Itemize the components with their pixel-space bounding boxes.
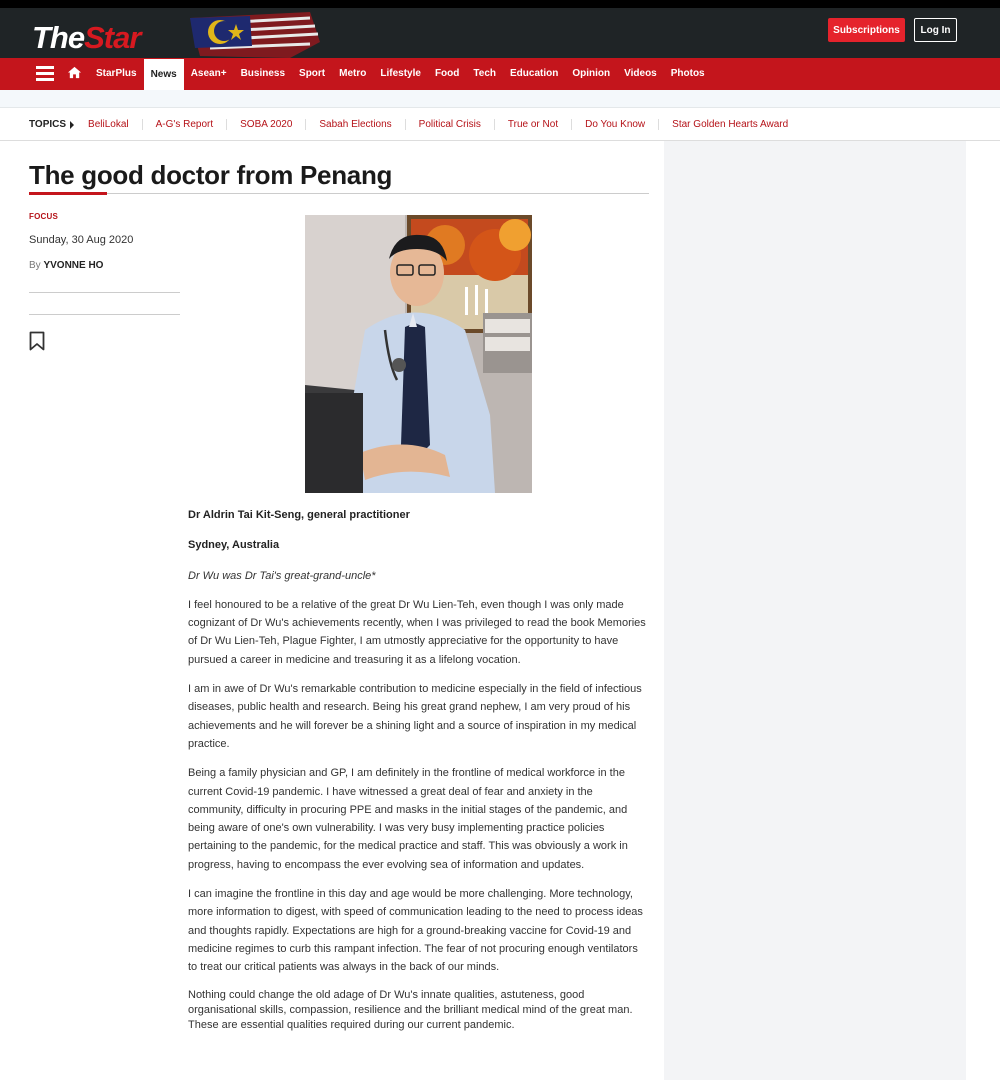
nav-item-videos[interactable]: Videos bbox=[624, 68, 657, 79]
topic-link[interactable]: A-G's Report bbox=[142, 119, 226, 130]
nav-item-business[interactable]: Business bbox=[240, 68, 286, 79]
author-name[interactable]: YVONNE HO bbox=[43, 260, 104, 271]
paragraph: Nothing could change the old adage of Dr Wu's innate qualities, astuteness, good organisational skills, compassion, resilience and the brilliant medical mind of the great man. These are essential qualities required during our current pandemic. bbox=[188, 988, 633, 1031]
nav-item-asean[interactable]: Asean+ bbox=[190, 68, 227, 79]
nav-item-sport[interactable]: Sport bbox=[299, 68, 326, 79]
top-bar bbox=[0, 0, 1000, 58]
login-button[interactable]: Log In bbox=[914, 18, 957, 42]
nav-item-education[interactable]: Education bbox=[510, 68, 559, 79]
article-photo bbox=[305, 215, 532, 493]
meta-divider bbox=[29, 314, 180, 315]
page-title: The good doctor from Penang bbox=[29, 160, 393, 190]
nav-item-lifestyle[interactable]: Lifestyle bbox=[380, 68, 421, 79]
title-accent bbox=[29, 192, 107, 195]
title-divider bbox=[29, 193, 649, 194]
article-body bbox=[188, 506, 650, 1044]
paragraph: Dr Wu was Dr Tai's great-grand-uncle* bbox=[188, 569, 376, 582]
subscriptions-button[interactable]: Subscriptions bbox=[828, 18, 905, 42]
paragraph: I am in awe of Dr Wu's remarkable contribution to medicine especially in the field of infectious diseases, public health and research. Being his great grand nephew, I am very proud of his achievements and he will forever be a shining light and a source of inspiration in my medical practice. bbox=[188, 683, 642, 750]
main-nav bbox=[0, 58, 1000, 90]
paragraph: Sydney, Australia bbox=[188, 539, 280, 552]
paragraph: I feel honoured to be a relative of the great Dr Wu Lien-Teh, even though I was only made cognizant of Dr Wu's achievements recently, when I was privileged to read the book Memories of Dr Wu Lien-Teh, Plague Fighter, I am utmostly appreciative for the opportunity to have pursued a career in medicine and treasuring it as a lifelong vocation. bbox=[188, 598, 646, 666]
menu-icon[interactable] bbox=[36, 66, 54, 81]
topic-link[interactable]: SOBA 2020 bbox=[226, 119, 305, 130]
paragraph: Being a family physician and GP, I am definitely in the frontline of medical workforce in the current Covid-19 pandemic. I have witnessed a great deal of fear and anxiety in the community, difficulty in procuring PPE and masks in the initial stages of the pandemic, and being aware of one's own vulnerability. I was very busy implementing practice policies pertaining to the pandemic, for the medical practice and staff. This was obviously a work in progress, having to encompass the ever evolving sea of information and updates. bbox=[188, 767, 628, 871]
topic-link[interactable]: Political Crisis bbox=[405, 119, 494, 130]
topics-bar bbox=[0, 109, 1000, 141]
logo-wordmark: TheStar bbox=[32, 20, 141, 55]
nav-item-food[interactable]: Food bbox=[434, 68, 460, 79]
topic-link[interactable]: Do You Know bbox=[571, 119, 658, 130]
meta-divider bbox=[29, 292, 180, 293]
sidebar-ad-slot bbox=[664, 141, 966, 1080]
nav-item-opinion[interactable]: Opinion bbox=[572, 68, 611, 79]
topic-link[interactable]: True or Not bbox=[494, 119, 571, 130]
publish-date: Sunday, 30 Aug 2020 bbox=[29, 234, 134, 246]
nav-item-photos[interactable]: Photos bbox=[670, 68, 705, 79]
article-meta bbox=[29, 212, 180, 271]
nav-item-metro[interactable]: Metro bbox=[339, 68, 367, 79]
bookmark-icon[interactable] bbox=[29, 331, 45, 351]
category-label[interactable]: FOCUS bbox=[29, 212, 58, 221]
ad-band bbox=[0, 90, 1000, 108]
topics-label[interactable]: TOPICS bbox=[29, 119, 74, 130]
nav-item-tech[interactable]: Tech bbox=[473, 68, 496, 79]
nav-item-starplus[interactable]: StarPlus bbox=[96, 68, 137, 79]
paragraph: Dr Aldrin Tai Kit-Seng, general practitioner bbox=[188, 509, 410, 521]
topic-link[interactable]: BeliLokal bbox=[88, 119, 129, 130]
the-star-logo[interactable] bbox=[30, 12, 320, 62]
nav-item-news[interactable]: News bbox=[144, 59, 184, 90]
topic-link[interactable]: Star Golden Hearts Award bbox=[658, 119, 801, 130]
paragraph: I can imagine the frontline in this day and age would be more challenging. More technology, more information to digest, with speed of communication leading to the need to process ideas and thoughts rapidly. Expectations are high for a ground-breaking vaccine for Covid-19 and medicine regimes to curb this rampant infection. The fear of not procuring enough ventilators to treat our critical patients was always in the back of our minds. bbox=[188, 888, 643, 974]
malaysia-flag-graphic bbox=[170, 12, 320, 60]
nav-items bbox=[89, 58, 712, 90]
topic-link[interactable]: Sabah Elections bbox=[305, 119, 404, 130]
caret-right-icon bbox=[70, 121, 74, 129]
byline: By YVONNE HO bbox=[29, 260, 104, 271]
home-icon[interactable] bbox=[67, 65, 82, 80]
